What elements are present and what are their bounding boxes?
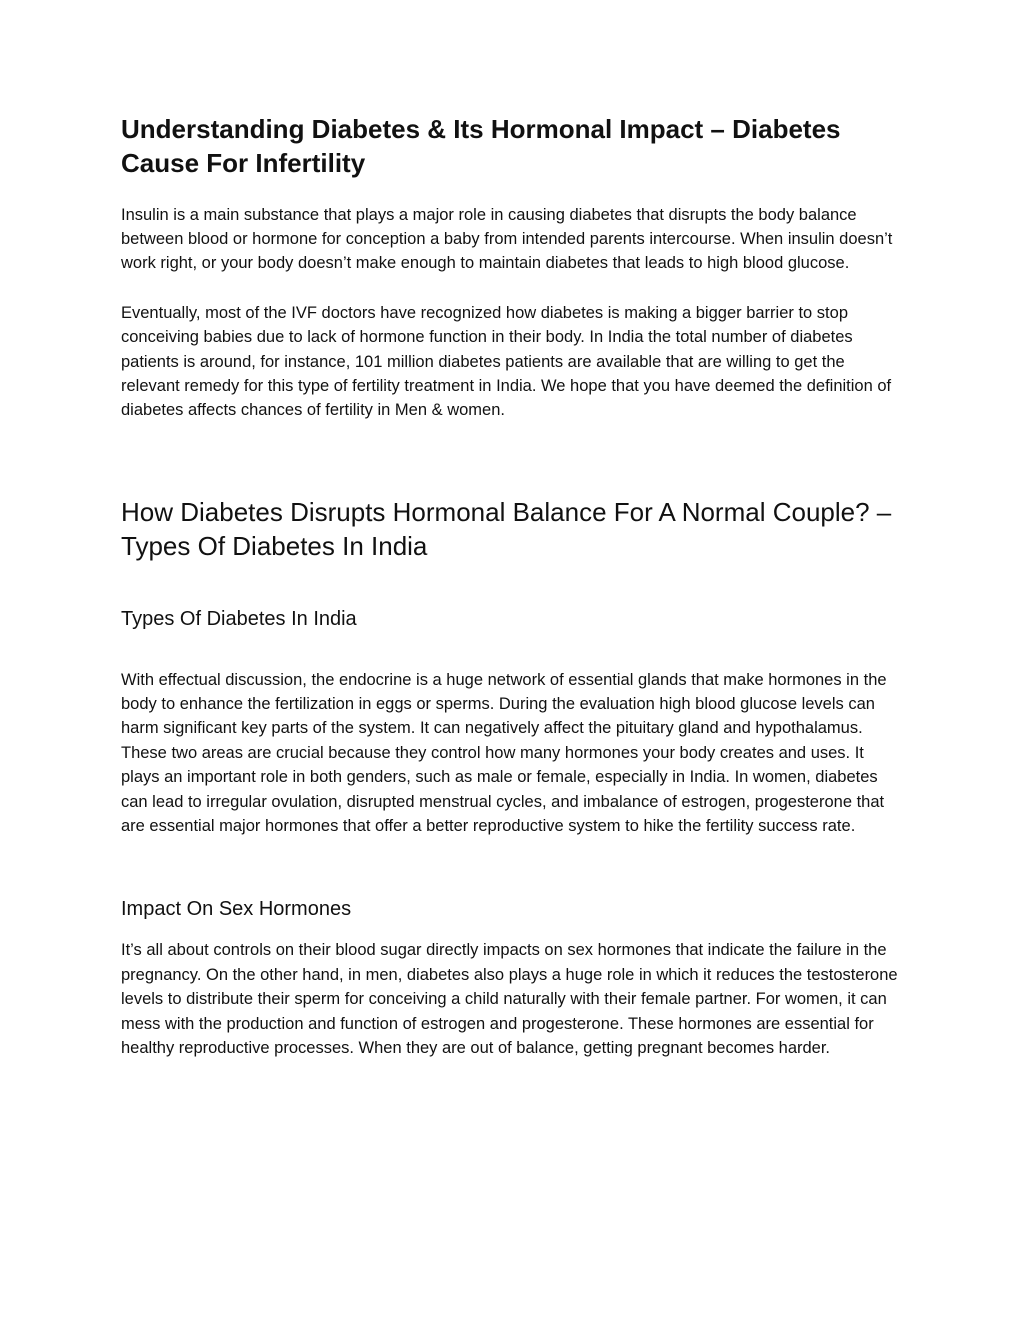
subheading-types-of-diabetes: Types Of Diabetes In India xyxy=(121,607,357,630)
ivf-paragraph: Eventually, most of the IVF doctors have recognized how diabetes is making a bigger barrier to stop conceiving babies due to lack of hormone function in their body. In India the total number of diabetes patients is around, for instance, 101 million diabetes patients are available that are willing to get the relevant remedy for this type of fertility treatment in India. We hope that you have deemed the definition of diabetes affects chances of fertility in Men & women. xyxy=(121,303,892,420)
section-heading-disrupts-hormonal-balance: How Diabetes Disrupts Hormonal Balance For A Normal Couple? – Types Of Diabetes In India xyxy=(121,496,892,562)
document-title: Understanding Diabetes & Its Hormonal Impact – Diabetes Cause For Infertility xyxy=(121,114,841,179)
types-paragraph: With effectual discussion, the endocrine is a huge network of essential glands that make hormones in the body to enhance the fertilization in eggs or sperms. During the evaluation high blood glucose levels can harm significant key parts of the system. It can negatively affect the pituitary gland and hypothalamus. These two areas are crucial because they control how many hormones your body creates and uses. It plays an important role in both genders, such as male or female, especially in India. In women, diabetes can lead to irregular ovulation, disrupted menstrual cycles, and imbalance of estrogen, progesterone that are essential major hormones that offer a better reproductive system to hike the fertility success rate. xyxy=(121,670,887,835)
impact-paragraph: It’s all about controls on their blood sugar directly impacts on sex hormones that indicate the failure in the pregnancy. On the other hand, in men, diabetes also plays a huge role in which it reduces the testosterone levels to distribute their sperm for conceiving a child naturally with their female partner. For women, it can mess with the production and function of estrogen and progesterone. These hormones are essential for healthy reproductive processes. When they are out of balance, getting pregnant becomes harder. xyxy=(121,941,898,1057)
intro-paragraph: Insulin is a main substance that plays a major role in causing diabetes that disrupts the body balance between blood or hormone for conception a baby from intended parents intercourse. When insulin doesn’t work right, or your body doesn’t make enough to maintain diabetes that leads to high blood glucose. xyxy=(121,205,893,273)
subheading-impact-on-sex-hormones: Impact On Sex Hormones xyxy=(121,898,352,921)
